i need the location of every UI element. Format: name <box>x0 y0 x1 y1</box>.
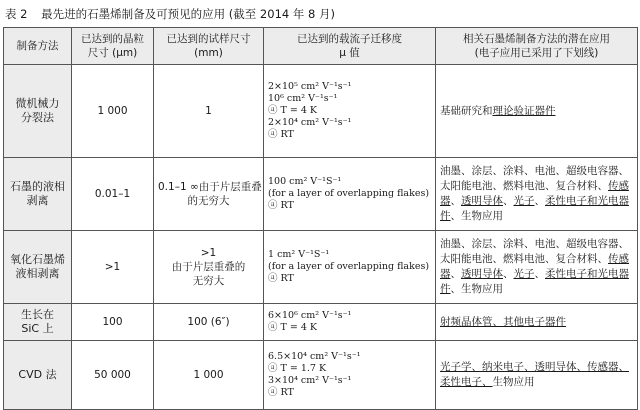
mobility-cell: 100 cm² V⁻¹S⁻¹ (for a layer of overlapping flakes) ⓐ RT <box>264 158 436 231</box>
header-applications: 相关石墨烯制备方法的潜在应用 (电子应用已采用了下划线) <box>436 28 638 65</box>
header-method: 制备方法 <box>4 28 72 65</box>
grain-cell: 50 000 <box>72 341 154 410</box>
sample-cell: 1 000 <box>154 341 264 410</box>
grain-cell: >1 <box>72 231 154 304</box>
applications-cell: 射频晶体管、其他电子器件 <box>436 304 638 341</box>
table-title: 最先进的石墨烯制备及可预见的应用 (截至 2014 年 8 月) <box>41 7 335 21</box>
header-grain-size: 已达到的晶粒 尺寸 (μm) <box>72 28 154 65</box>
table-caption <box>5 3 335 25</box>
method-cell: 石墨的液相 剥离 <box>4 158 72 231</box>
method-cell: 微机械力 分裂法 <box>4 65 72 158</box>
mobility-cell: 1 cm² V⁻¹S⁻¹ (for a layer of overlapping flakes) ⓐ RT <box>264 231 436 304</box>
applications-cell: 基础研究和理论验证器件 <box>436 65 638 158</box>
grain-cell: 1 000 <box>72 65 154 158</box>
table-row <box>4 65 638 158</box>
grain-cell: 0.01–1 <box>72 158 154 231</box>
method-cell: 氧化石墨烯 液相剥离 <box>4 231 72 304</box>
table-row <box>4 158 638 231</box>
mobility-cell: 6.5×10⁴ cm² V⁻¹s⁻¹ ⓐ T = 1.7 K 3×10⁴ cm² V⁻¹s⁻¹ ⓐ RT <box>264 341 436 410</box>
header-sample-size: 已达到的试样尺寸 (mm) <box>154 28 264 65</box>
table-number: 表 2 <box>5 7 28 21</box>
sample-cell: 100 (6″) <box>154 304 264 341</box>
method-cell: 生长在 SiC 上 <box>4 304 72 341</box>
sample-cell: 1 <box>154 65 264 158</box>
sample-cell: 0.1–1 ∞由于片层重叠 的无穷大 <box>154 158 264 231</box>
header-row <box>4 28 638 65</box>
method-cell: CVD 法 <box>4 341 72 410</box>
mobility-cell: 2×10⁵ cm² V⁻¹s⁻¹ 10⁶ cm² V⁻¹s⁻¹ ⓐ T = 4 K 2×10⁴ cm² V⁻¹s⁻¹ ⓐ RT <box>264 65 436 158</box>
sample-cell: >1 由于片层重叠的 无穷大 <box>154 231 264 304</box>
header-mobility: 已达到的载流子迁移度 μ 值 <box>264 28 436 65</box>
mobility-cell: 6×10⁶ cm² V⁻¹s⁻¹ ⓐ T = 4 K <box>264 304 436 341</box>
applications-cell: 光子学、纳米电子、透明导体、传感器、柔性电子、生物应用 <box>436 341 638 410</box>
table-row <box>4 231 638 304</box>
applications-cell: 油墨、涂层、涂料、电池、超级电容器、太阳能电池、燃料电池、复合材料、传感器、透明导体、光子、柔性电子和光电器件、生物应用 <box>436 158 638 231</box>
grain-cell: 100 <box>72 304 154 341</box>
table-row <box>4 304 638 341</box>
graphene-table <box>3 27 638 410</box>
table-row <box>4 341 638 410</box>
applications-cell: 油墨、涂层、涂料、电池、超级电容器、太阳能电池、燃料电池、复合材料、传感器、透明导体、光子、柔性电子和光电器件、生物应用 <box>436 231 638 304</box>
